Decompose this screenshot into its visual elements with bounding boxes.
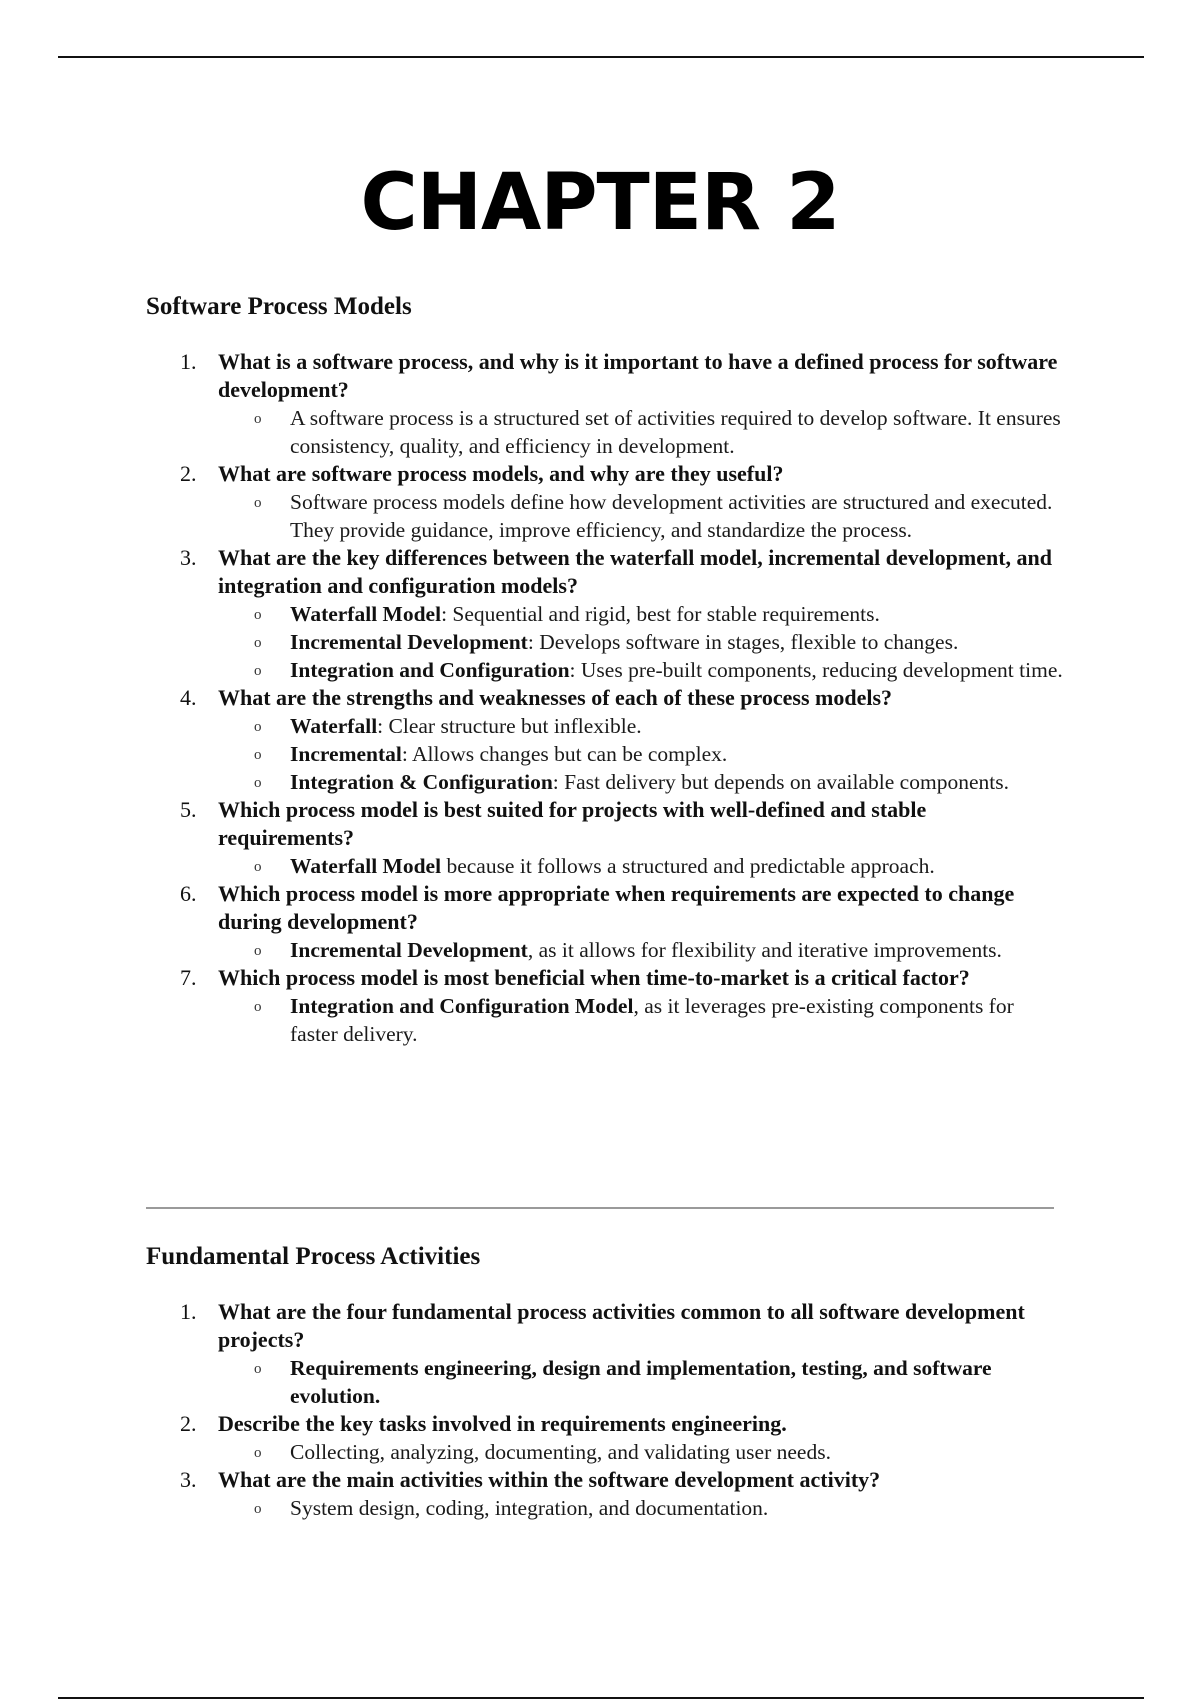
circle-bullet-icon: o xyxy=(254,999,262,1015)
question-number: 1. xyxy=(180,1299,197,1324)
answer-text: , as it leverages pre-existing components for faster delivery. xyxy=(290,994,1014,1046)
question-number: 2. xyxy=(180,1411,197,1436)
answer-item xyxy=(218,936,1066,964)
answer-text: : Uses pre-built components, reducing development time. xyxy=(569,658,1063,682)
answer-bold-term: Incremental Development xyxy=(290,630,528,654)
answer-list xyxy=(218,600,1066,684)
question-item xyxy=(146,1298,1066,1410)
circle-bullet-icon: o xyxy=(254,943,262,959)
circle-bullet-icon: o xyxy=(254,719,262,735)
answer-bold-term: Waterfall xyxy=(290,714,378,738)
section-divider xyxy=(146,1207,1054,1209)
question-number: 3. xyxy=(180,545,197,570)
question-list xyxy=(146,1298,1066,1522)
question-item xyxy=(146,1466,1066,1522)
question-text: What are the key differences between the waterfall model, incremental development, and integration and configuration models? xyxy=(218,545,1053,598)
circle-bullet-icon: o xyxy=(254,411,262,427)
answer-text: : Sequential and rigid, best for stable requirements. xyxy=(441,602,880,626)
answer-item xyxy=(218,404,1066,460)
question-item xyxy=(146,684,1066,796)
answer-bold-term: Integration and Configuration xyxy=(290,658,570,682)
circle-bullet-icon: o xyxy=(254,1501,262,1517)
question-item xyxy=(146,880,1066,964)
section-fundamental-process-activities xyxy=(146,1240,1066,1522)
answer-item xyxy=(218,740,1066,768)
circle-bullet-icon: o xyxy=(254,635,262,651)
chapter-title: CHAPTER 2 xyxy=(360,158,840,248)
answer-list xyxy=(218,712,1066,796)
answer-list xyxy=(218,1354,1066,1410)
question-number: 7. xyxy=(180,965,197,990)
answer-item xyxy=(218,712,1066,740)
question-text: Describe the key tasks involved in requirements engineering. xyxy=(218,1411,787,1436)
answer-list xyxy=(218,488,1066,544)
answer-item xyxy=(218,656,1066,684)
question-text: What are software process models, and why are they useful? xyxy=(218,461,784,486)
circle-bullet-icon: o xyxy=(254,495,262,511)
bottom-rule xyxy=(58,1697,1144,1699)
question-text: What are the main activities within the software development activity? xyxy=(218,1467,881,1492)
answer-bold-term: Waterfall Model xyxy=(290,602,442,626)
answer-text: A software process is a structured set of activities required to develop software. It ensures consistency, quality, and efficiency in development. xyxy=(290,406,1061,458)
answer-bold-term: Incremental xyxy=(290,742,402,766)
answer-bold-term: Integration and Configuration Model xyxy=(290,994,634,1018)
circle-bullet-icon: o xyxy=(254,607,262,623)
answer-item xyxy=(218,488,1066,544)
question-text: What is a software process, and why is it important to have a defined process for software development? xyxy=(218,349,1058,402)
question-number: 4. xyxy=(180,685,197,710)
question-item xyxy=(146,1410,1066,1466)
answer-text: , as it allows for flexibility and iterative improvements. xyxy=(527,938,1002,962)
answer-text: : Clear structure but inflexible. xyxy=(377,714,642,738)
answer-text: : Fast delivery but depends on available components. xyxy=(552,770,1009,794)
answer-text: Collecting, analyzing, documenting, and validating user needs. xyxy=(290,1440,831,1464)
answer-text: System design, coding, integration, and documentation. xyxy=(290,1496,769,1520)
answer-text: : Develops software in stages, flexible to changes. xyxy=(527,630,959,654)
question-number: 1. xyxy=(180,349,197,374)
answer-text: because it follows a structured and predictable approach. xyxy=(441,854,935,878)
question-text: Which process model is most beneficial when time-to-market is a critical factor? xyxy=(218,965,970,990)
answer-item xyxy=(218,852,1066,880)
answer-list xyxy=(218,1494,1066,1522)
section-heading: Software Process Models xyxy=(146,293,412,320)
question-number: 5. xyxy=(180,797,197,822)
question-item xyxy=(146,964,1066,1048)
section-heading: Fundamental Process Activities xyxy=(146,1243,481,1270)
question-list xyxy=(146,348,1066,1048)
question-text: Which process model is more appropriate when requirements are expected to change during development? xyxy=(218,881,1015,934)
answer-item xyxy=(218,628,1066,656)
question-text: What are the strengths and weaknesses of each of these process models? xyxy=(218,685,893,710)
question-item xyxy=(146,796,1066,880)
answer-bold-term: Requirements engineering, design and implementation, testing, and software evolution. xyxy=(290,1356,992,1408)
circle-bullet-icon: o xyxy=(254,663,262,679)
answer-item xyxy=(218,1494,1066,1522)
circle-bullet-icon: o xyxy=(254,859,262,875)
circle-bullet-icon: o xyxy=(254,775,262,791)
answer-list xyxy=(218,404,1066,460)
question-number: 2. xyxy=(180,461,197,486)
question-item xyxy=(146,460,1066,544)
top-rule xyxy=(58,56,1144,58)
answer-bold-term: Incremental Development xyxy=(290,938,528,962)
answer-item xyxy=(218,1438,1066,1466)
circle-bullet-icon: o xyxy=(254,747,262,763)
circle-bullet-icon: o xyxy=(254,1361,262,1377)
answer-item xyxy=(218,768,1066,796)
answer-list xyxy=(218,852,1066,880)
circle-bullet-icon: o xyxy=(254,1445,262,1461)
answer-list xyxy=(218,1438,1066,1466)
answer-item xyxy=(218,1354,1066,1410)
answer-text: Software process models define how development activities are structured and executed. They provide guidance, improve efficiency, and standardize the process. xyxy=(290,490,1053,542)
question-text: Which process model is best suited for projects with well-defined and stable requirements? xyxy=(218,797,927,850)
question-text: What are the four fundamental process activities common to all software development projects? xyxy=(218,1299,1025,1352)
answer-bold-term: Integration & Configuration xyxy=(290,770,553,794)
question-number: 3. xyxy=(180,1467,197,1492)
question-number: 6. xyxy=(180,881,197,906)
answer-list xyxy=(218,936,1066,964)
answer-list xyxy=(218,992,1066,1048)
section-software-process-models xyxy=(146,290,1066,1048)
question-item xyxy=(146,544,1066,684)
question-item xyxy=(146,348,1066,460)
answer-bold-term: Waterfall Model xyxy=(290,854,442,878)
answer-text: : Allows changes but can be complex. xyxy=(401,742,728,766)
answer-item xyxy=(218,600,1066,628)
answer-item xyxy=(218,992,1066,1048)
